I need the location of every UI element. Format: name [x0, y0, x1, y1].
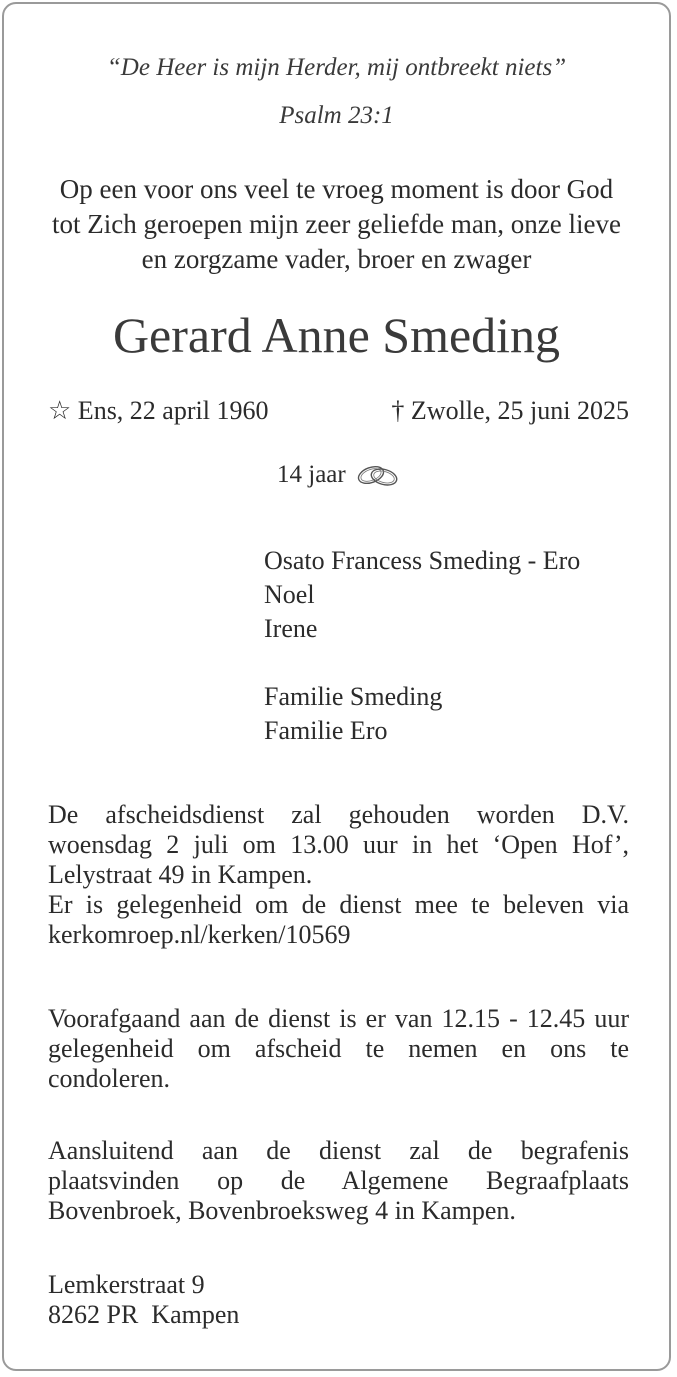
burial-paragraph [48, 1136, 629, 1226]
address-line: 8262 PR Kampen [48, 1300, 240, 1329]
burial-line: Bovenbroek, Bovenbroeksweg 4 in Kampen. [48, 1196, 516, 1225]
family-group-2 [264, 680, 442, 748]
intro-text [24, 172, 649, 277]
service-paragraph [48, 800, 629, 950]
family-member: Osato Francess Smeding - Ero [264, 546, 581, 575]
death-date: † Zwolle, 25 juni 2025 [391, 396, 629, 425]
family-member: Irene [264, 614, 318, 643]
service-line: Lelystraat 49 in Kampen. [48, 860, 313, 889]
intro-line: Op een voor ons veel te vroeg moment is door God [59, 174, 614, 204]
service-line: woensdag 2 juli om 13.00 uur in het ‘Open Hof’, [48, 830, 629, 859]
marriage-years [277, 461, 402, 489]
intro-line: tot Zich geroepen mijn zeer geliefde man, onze lieve [52, 209, 621, 239]
deceased-name: Gerard Anne Smeding [112, 307, 561, 363]
obituary-card [2, 2, 671, 1371]
burial-line: plaatsvinden op de Algemene Begraafplaats [48, 1166, 629, 1195]
address-line: Lemkerstraat 9 [48, 1270, 205, 1299]
service-line: De afscheidsdienst zal gehouden worden D.V. [48, 800, 629, 829]
motto-quote: “De Heer is mijn Herder, mij ontbreekt niets” [106, 54, 567, 81]
family-group-1 [264, 544, 580, 646]
address-block [48, 1270, 629, 1330]
condolence-line: condoleren. [48, 1064, 171, 1093]
condolence-paragraph [48, 1004, 629, 1094]
condolence-line: gelegenheid om afscheid te nemen en ons te [48, 1034, 629, 1063]
psalm-reference: Psalm 23:1 [279, 102, 394, 129]
intro-line: en zorgzame vader, broer en zwager [141, 244, 532, 274]
family-member: Familie Smeding [264, 682, 443, 711]
burial-line: Aansluitend aan de dienst zal de begrafenis [48, 1136, 629, 1165]
condolence-line: Voorafgaand aan de dienst is er van 12.15 - 12.45 uur [48, 1004, 629, 1033]
family-member: Familie Ero [264, 716, 388, 745]
birth-date: ☆ Ens, 22 april 1960 [48, 396, 269, 425]
wedding-rings-icon [354, 463, 402, 489]
marriage-years-text: 14 jaar [277, 461, 346, 488]
service-line: kerkomroep.nl/kerken/10569 [48, 920, 351, 949]
service-line: Er is gelegenheid om de dienst mee te beleven via [48, 890, 629, 919]
family-member: Noel [264, 580, 315, 609]
